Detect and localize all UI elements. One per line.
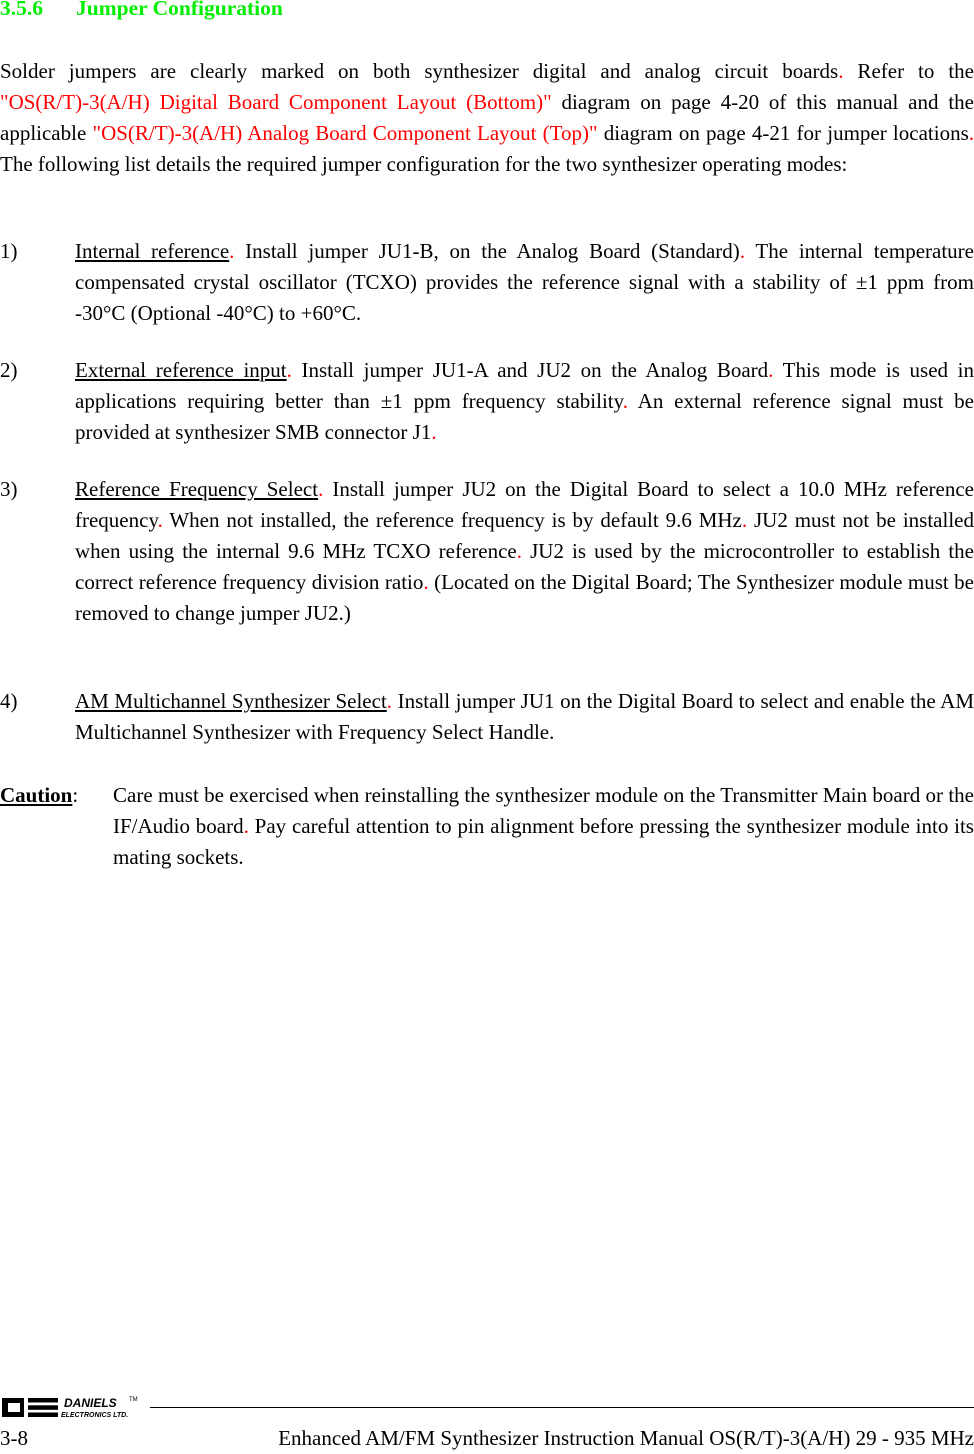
intro-dot: . bbox=[968, 121, 974, 145]
list-item-body bbox=[75, 236, 974, 329]
list-item-text: JU2 must not be installed when using the internal 9.6 MHz TCXO reference bbox=[75, 508, 974, 563]
list-item-body bbox=[75, 474, 974, 629]
punctuation: . bbox=[516, 539, 523, 563]
page-number: 3-8 bbox=[0, 1426, 28, 1450]
list-item-text: JU2 is used by the microcontroller to establish the correct reference frequency division ratio bbox=[75, 539, 974, 594]
list-item bbox=[0, 236, 974, 329]
list-item-text: (Located on the Digital Board; The Synthesizer module must be removed to change jumper JU2.) bbox=[75, 570, 974, 625]
caution-note bbox=[0, 780, 974, 873]
list-item-text: When not installed, the reference frequency is by default 9.6 MHz bbox=[162, 508, 742, 532]
logo-e-bar-mid bbox=[28, 1405, 58, 1410]
list-item-number: 1) bbox=[0, 239, 18, 263]
list-item-body bbox=[75, 355, 974, 448]
list-item-title: Reference Frequency Select bbox=[75, 477, 319, 501]
list-item-number: 4) bbox=[0, 689, 18, 713]
list-item-text: Install jumper JU1-A and JU2 on the Analog Board bbox=[291, 358, 769, 382]
daniels-logo bbox=[0, 1392, 150, 1422]
list-item-number: 3) bbox=[0, 477, 18, 501]
list-item-title: Internal reference bbox=[75, 239, 230, 263]
section-heading bbox=[0, 0, 283, 21]
intro-text: Solder jumpers are clearly marked on both synthesizer digital and analog circuit boards bbox=[0, 59, 839, 83]
intro-paragraph bbox=[0, 56, 974, 180]
caution-colon: : bbox=[72, 783, 79, 807]
list-item-title: External reference input bbox=[75, 358, 287, 382]
punctuation: . bbox=[739, 239, 746, 263]
logo-d-hole bbox=[8, 1403, 20, 1412]
punctuation: . bbox=[423, 570, 429, 594]
section-number: 3.5.6 bbox=[0, 0, 43, 20]
intro-text: diagram on page 4-21 for jumper locations bbox=[597, 121, 969, 145]
list-item-text: An external reference signal must be provided at synthesizer SMB connector J1 bbox=[75, 389, 974, 444]
logo-e-bar-bottom bbox=[28, 1413, 58, 1418]
list-item-text: Install jumper JU2 on the Digital Board to select a 10.0 MHz reference frequency bbox=[75, 477, 974, 532]
caution-text: Pay careful attention to pin alignment before pressing the synthesizer module into its mating sockets. bbox=[113, 814, 974, 869]
list-item-text: Install jumper JU1-B, on the Analog Board (Standard) bbox=[234, 239, 740, 263]
punctuation: . bbox=[286, 358, 292, 382]
list-item bbox=[0, 474, 974, 629]
digital-board-layout-reference[interactable]: "OS(R/T)-3(A/H) Digital Board Component Layout (Bottom)" bbox=[0, 90, 552, 114]
list-item bbox=[0, 686, 974, 748]
punctuation: . bbox=[431, 420, 437, 444]
intro-text: diagram on page 4-20 of this manual and the applicable bbox=[0, 90, 974, 145]
list-item-body bbox=[75, 686, 974, 748]
intro-text: The following list details the required jumper configuration for the two synthesizer operating modes: bbox=[0, 152, 848, 176]
analog-board-layout-reference[interactable]: "OS(R/T)-3(A/H) Analog Board Component Layout (Top)" bbox=[92, 121, 598, 145]
list-item-number: 2) bbox=[0, 358, 18, 382]
punctuation: . bbox=[768, 358, 774, 382]
caution-body bbox=[113, 780, 974, 873]
punctuation: . bbox=[741, 508, 748, 532]
list-item-text: The internal temperature compensated crystal oscillator (TCXO) provides the reference signal with a stability of ±1 ppm from -30°C (Optional -40°C) to +60°C. bbox=[75, 239, 974, 325]
logo-subtitle: ELECTRONICS LTD. bbox=[61, 1412, 129, 1419]
punctuation: . bbox=[386, 689, 393, 713]
caution-text: Care must be exercised when reinstalling the synthesizer module on the Transmitter Main board or the IF/Audio board bbox=[113, 783, 974, 838]
logo-name: DANIELS bbox=[64, 1396, 117, 1410]
list-item-text: Install jumper JU1 on the Digital Board to select and enable the AM Multichannel Synthesizer with Frequency Select Handle. bbox=[75, 689, 974, 744]
intro-dot: . bbox=[838, 59, 844, 83]
list-item bbox=[0, 355, 974, 448]
list-item-text: This mode is used in applications requiring better than ±1 ppm frequency stability bbox=[75, 358, 974, 413]
punctuation: . bbox=[318, 477, 324, 501]
caution-label bbox=[0, 780, 78, 811]
logo-trademark: TM bbox=[129, 1397, 138, 1403]
footer-title: Enhanced AM/FM Synthesizer Instruction Manual OS(R/T)-3(A/H) 29 - 935 MHz bbox=[278, 1426, 974, 1450]
caution-label-text: Caution bbox=[0, 783, 73, 807]
intro-text: Refer to the bbox=[843, 59, 974, 83]
punctuation: . bbox=[243, 814, 249, 838]
punctuation: . bbox=[622, 389, 629, 413]
section-title: Jumper Configuration bbox=[76, 0, 283, 20]
footer-rule bbox=[150, 1407, 974, 1408]
list-item-title: AM Multichannel Synthesizer Select bbox=[75, 689, 387, 713]
punctuation: . bbox=[229, 239, 235, 263]
punctuation: . bbox=[157, 508, 163, 532]
logo-e-bar-top bbox=[28, 1398, 58, 1403]
